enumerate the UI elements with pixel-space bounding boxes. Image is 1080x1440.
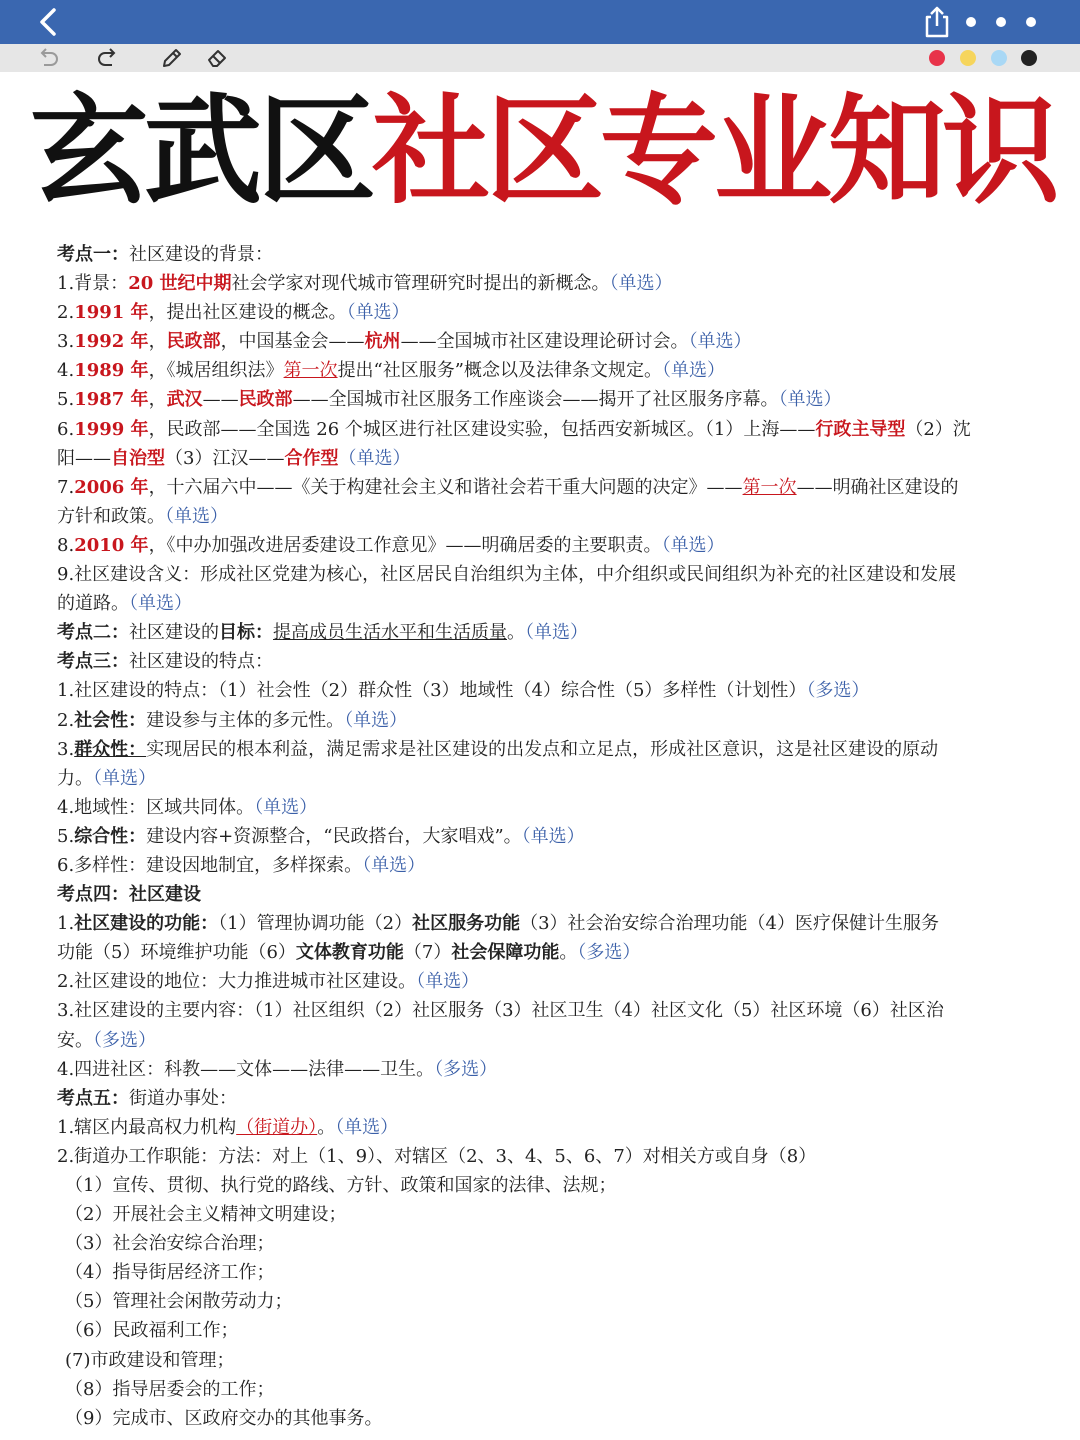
document-body [57,240,1047,1433]
list-item-continued: 安。（多选） [57,1029,156,1051]
duty-item: （8）指导居委会的工作； [65,1378,275,1400]
duty-item: （5）管理社会闲散劳动力； [65,1291,293,1313]
list-item: 3.社区建设的主要内容：（1）社区组织（2）社区服务（3）社区卫生（4）社区文化（5）社区环境（6）社区治 [57,1000,944,1022]
duty-item: （9）完成市、区政府交办的其他事务。 [65,1407,383,1429]
section-heading: 考点二：社区建设的目标：提高成员生活水平和生活质量。（单选） [57,622,588,644]
list-item: 4.1989 年，《城居组织法》第一次提出“社区服务”概念以及法律条文规定。（单选） [57,360,725,382]
top-app-bar [0,0,1080,44]
list-item: 2.1991 年，提出社区建设的概念。（单选） [57,302,410,324]
list-item: 5.1987 年，武汉——民政部——全国城市社区服务工作座谈会——揭开了社区服务序幕。（单选） [57,389,842,411]
duty-item: （2）开展社会主义精神文明建设； [65,1204,347,1226]
list-item: 6.1999 年，民政部——全国选 26 个城区进行社区建设实验，包括西安新城区。（1）上海——行政主导型（2）沈 [57,418,971,440]
share-icon[interactable] [922,5,952,39]
title-red-part: 社区专业知识 [372,82,1057,220]
list-item: 7.2006 年，十六届六中——《关于构建社会主义和谐社会若干重大问题的决定》——第一次——明确社区建设的 [57,476,959,498]
color-swatch-blue[interactable] [991,50,1007,66]
duty-item: （3）社会治安综合治理； [65,1233,275,1255]
color-swatch-red[interactable] [929,50,945,66]
list-item: 2.街道办工作职能：方法：对上（1、9）、对辖区（2、3、4、5、6、7）对相关方或自身（8） [57,1145,817,1167]
eraser-icon[interactable] [206,47,230,69]
back-icon[interactable] [34,6,64,38]
color-swatch-black[interactable] [1021,50,1037,66]
pencil-icon[interactable] [160,47,184,69]
more-icon-dot[interactable] [1026,17,1036,27]
duty-item: （1）宣传、贯彻、执行党的路线、方针、政策和国家的法律、法规； [65,1175,617,1196]
section-heading: 考点四：社区建设 [57,884,201,906]
list-item: 6.多样性：建设因地制宜，多样探索。（单选） [57,854,426,876]
duty-item: (7)市政建设和管理； [65,1349,235,1371]
undo-icon[interactable] [36,47,60,69]
more-icon-dot[interactable] [996,17,1006,27]
title-black-part: 玄武区 [30,82,373,220]
list-item: 1.社区建设的功能：（1）管理协调功能（2）社区服务功能（3）社会治安综合治理功能（4）医疗保健计生服务 [57,913,939,935]
duty-item: （4）指导街居经济工作； [65,1262,275,1284]
list-item-continued: 功能（5）环境维护功能（6）文体教育功能（7）社会保障功能。（多选） [57,942,641,964]
redo-icon[interactable] [96,47,120,69]
list-item: 1.背景：20 世纪中期社会学家对现代城市管理研究时提出的新概念。（单选） [57,273,673,295]
color-swatch-yellow[interactable] [960,50,976,66]
section-heading: 考点三：社区建设的特点： [57,651,273,673]
list-item: 2.社区建设的地位：大力推进城市社区建设。（单选） [57,971,480,993]
list-item-continued: 的道路。（单选） [57,593,192,615]
list-item: 4.地域性：区域共同体。（单选） [57,796,318,818]
duty-item: （6）民政福利工作； [65,1320,239,1342]
list-item-continued: 阳——自治型（3）江汉——合作型（单选） [57,447,411,469]
list-item-continued: 方针和政策。（单选） [57,505,228,527]
list-item: 1.辖区内最高权力机构（街道办）。（单选） [57,1116,399,1138]
section-heading: 考点五：街道办事处： [57,1087,237,1109]
list-item: 2.社会性：建设参与主体的多元性。（单选） [57,709,408,731]
list-item: 3.1992 年，民政部，中国基金会——杭州——全国城市社区建设理论研讨会。（单选） [57,331,752,353]
list-item-continued: 力。（单选） [57,767,156,789]
list-item: 9.社区建设含义：形成社区党建为核心，社区居民自治组织为主体，中介组织或民间组织为补充的社区建设和发展 [57,564,957,586]
list-item: 5.综合性：建设内容+资源整合，“民政搭台，大家唱戏”。（单选） [57,825,585,847]
list-item: 4.四进社区：科教——文体——法律——卫生。（多选） [57,1058,498,1080]
section-heading: 考点一：社区建设的背景： [57,244,273,265]
list-item: 1.社区建设的特点：（1）社会性（2）群众性（3）地域性（4）综合性（5）多样性（计划性）（多选） [57,680,870,702]
more-icon[interactable] [966,17,976,27]
list-item: 3.群众性：实现居民的根本利益，满足需求是社区建设的出发点和立足点，形成社区意识，这是社区建设的原动 [57,738,939,760]
annotation-toolbar [0,44,1080,72]
page-title [30,82,1060,220]
list-item: 8.2010 年，《中办加强改进居委建设工作意见》——明确居委的主要职责。（单选） [57,534,725,556]
